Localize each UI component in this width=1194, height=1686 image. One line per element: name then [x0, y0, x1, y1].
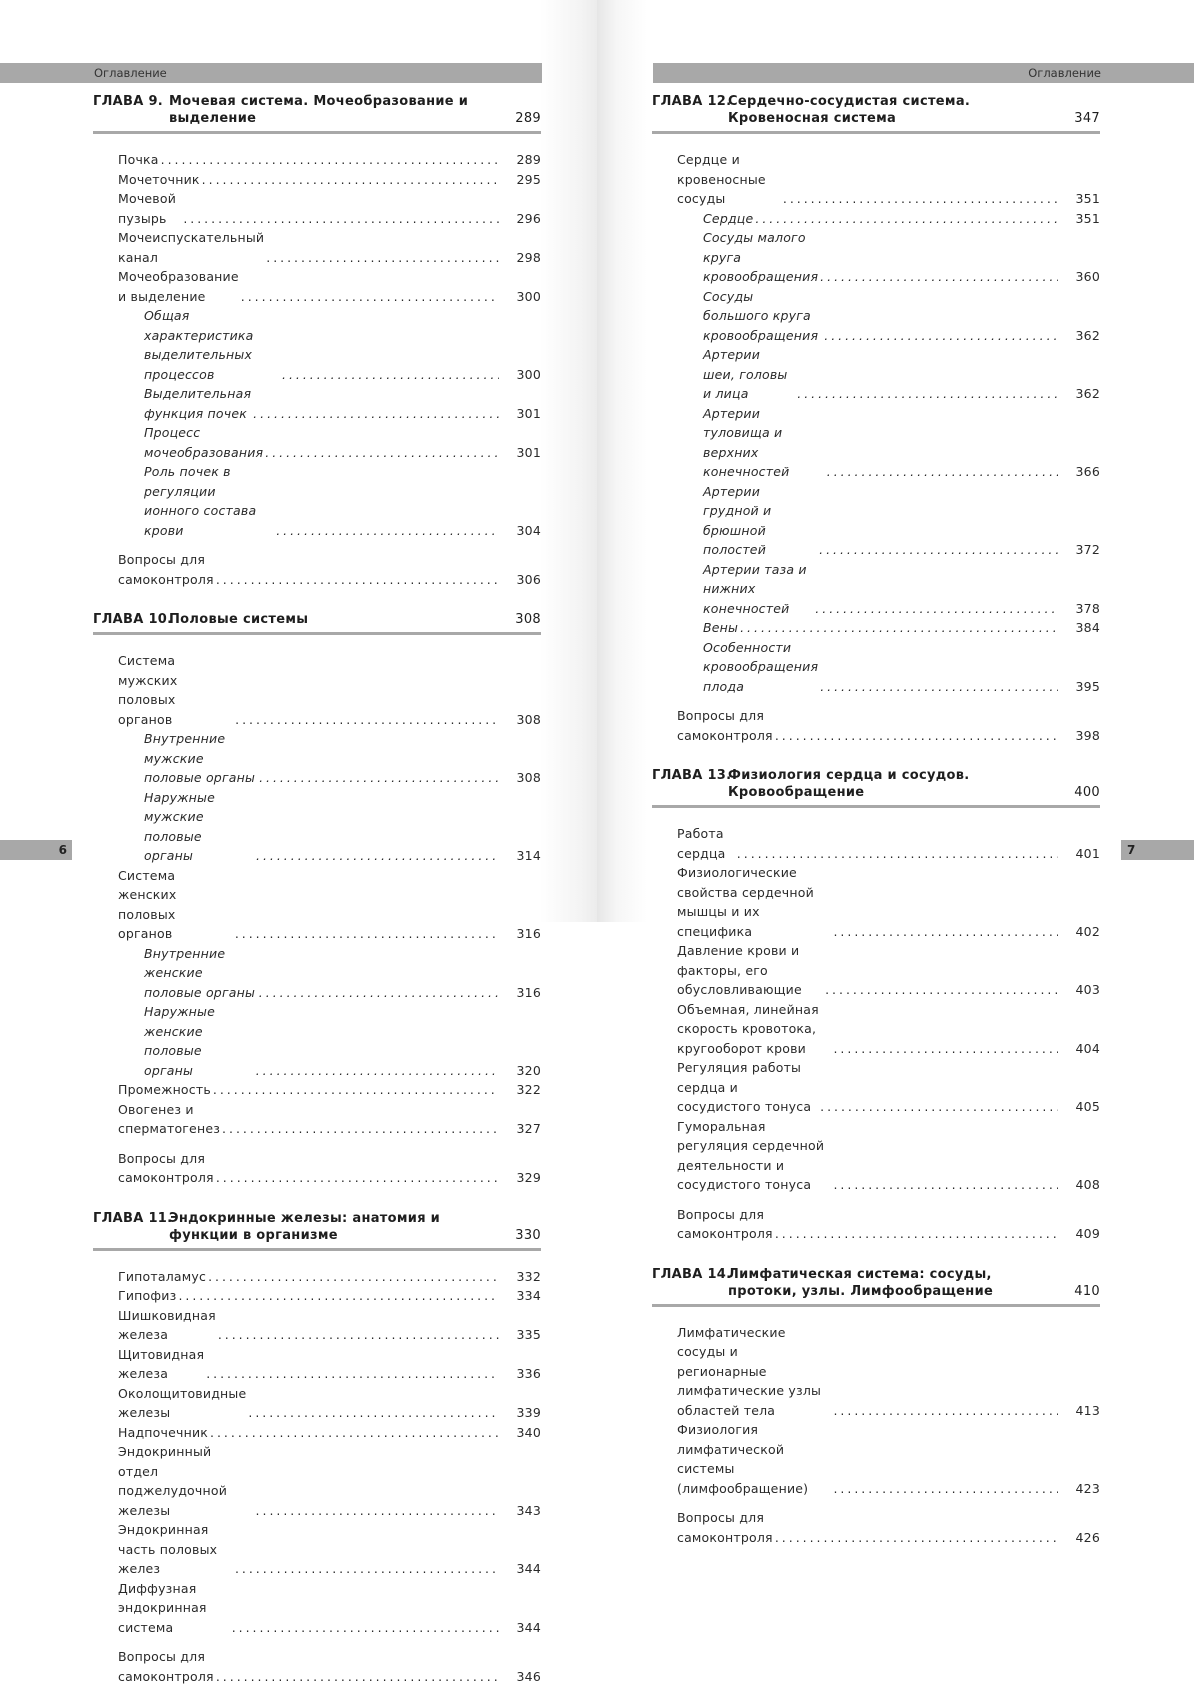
entry-page: 335	[517, 1325, 541, 1345]
entry-title: Эндокринная часть половых желез	[118, 1520, 235, 1579]
entry-title: Процесс мочеобразования	[144, 423, 265, 462]
entry-title: Объемная, линейная скорость кровотока, кругооборот крови	[677, 1000, 833, 1059]
leader-dots	[232, 1618, 499, 1638]
entry-title: Щитовидная железа	[118, 1345, 206, 1384]
entry-page: 322	[517, 1080, 541, 1100]
leader-dots	[833, 1175, 1058, 1195]
leader-dots	[161, 150, 499, 170]
entry-title: Лимфатические сосуды и регионарные лимфатические узлы областей тела	[677, 1323, 833, 1421]
entry-title: Шишковидная железа	[118, 1306, 218, 1345]
entry-page: 408	[1076, 1175, 1100, 1195]
chapter-title: Физиология сердца и сосудов. Кровообращение	[728, 767, 1048, 801]
chapter-heading[interactable]	[93, 1210, 541, 1251]
toc-entry[interactable]	[118, 1520, 541, 1579]
entry-title: Сосуды большого круга кровообращения	[703, 287, 824, 346]
chapter-label: ГЛАВА 10.	[93, 611, 172, 628]
toc-subentry[interactable]	[677, 228, 1100, 287]
entry-title: Вопросы для самоконтроля	[118, 1647, 216, 1686]
leader-dots	[775, 1528, 1058, 1548]
left-page	[0, 0, 597, 922]
entry-page: 413	[1076, 1401, 1100, 1421]
chapter-page: 308	[515, 611, 541, 628]
entry-page: 405	[1076, 1097, 1100, 1117]
entry-page: 308	[517, 710, 541, 730]
toc-entry[interactable]	[677, 1323, 1100, 1421]
entry-page: 360	[1076, 267, 1100, 287]
entry-page: 332	[517, 1267, 541, 1287]
entry-title: Гипофиз	[118, 1286, 178, 1306]
leader-dots	[820, 1097, 1058, 1117]
entry-page: 344	[517, 1618, 541, 1638]
entry-page: 343	[517, 1501, 541, 1521]
entry-page: 298	[517, 248, 541, 268]
toc-subentry[interactable]	[118, 306, 541, 384]
chapter-page: 347	[1074, 110, 1100, 127]
leader-dots	[815, 599, 1058, 619]
chapter-page: 400	[1074, 784, 1100, 801]
leader-dots	[737, 844, 1058, 864]
entry-title: Регуляция работы сердца и сосудистого тонуса	[677, 1058, 820, 1117]
leader-dots	[825, 980, 1058, 1000]
entry-page: 362	[1076, 384, 1100, 404]
entry-page: 346	[517, 1667, 541, 1686]
entry-title: Сердце и кровеносные сосуды	[677, 150, 783, 209]
entry-title: Особенности кровообращения плода	[703, 638, 820, 697]
chapter-title: Мочевая система. Мочеобразование и выделение	[169, 93, 489, 127]
entry-page: 395	[1076, 677, 1100, 697]
chapter-spacer	[652, 745, 1100, 767]
leader-dots	[216, 1667, 499, 1686]
leader-dots	[248, 1403, 499, 1423]
toc-entry[interactable]	[118, 1345, 541, 1384]
toc-subentry[interactable]	[118, 462, 541, 540]
leader-dots	[222, 1119, 499, 1139]
entry-title: Вопросы для самоконтроля	[118, 550, 216, 589]
running-head	[653, 63, 1194, 83]
entry-page: 289	[517, 150, 541, 170]
toc-entry[interactable]	[118, 150, 541, 170]
entry-title: Система мужских половых органов	[118, 651, 235, 729]
toc-subentry[interactable]	[118, 423, 541, 462]
toc-column	[93, 93, 541, 1686]
toc-questions[interactable]	[677, 1205, 1100, 1244]
toc-entry[interactable]	[677, 1420, 1100, 1498]
page-number-text: 7	[1121, 843, 1135, 857]
chapter-page: 330	[515, 1227, 541, 1244]
chapter-label: ГЛАВА 9.	[93, 93, 163, 110]
chapter-label: ГЛАВА 13.	[652, 767, 731, 784]
entry-title: Промежность	[118, 1080, 213, 1100]
toc-entry[interactable]	[677, 941, 1100, 1000]
entry-page: 402	[1076, 922, 1100, 942]
leader-dots	[276, 521, 499, 541]
toc-subentry[interactable]	[677, 618, 1100, 638]
entry-page: 366	[1076, 462, 1100, 482]
toc-entry[interactable]	[677, 824, 1100, 863]
right-page	[597, 0, 1194, 922]
running-head	[0, 63, 542, 83]
entry-title: Овогенез и сперматогенез	[118, 1100, 222, 1139]
toc-subentry[interactable]	[118, 788, 541, 866]
running-head-text: Оглавление	[1028, 63, 1101, 84]
chapter-title: Половые системы	[169, 611, 489, 628]
entry-title: Сердце	[703, 209, 755, 229]
leader-dots	[259, 768, 499, 788]
toc-questions[interactable]	[118, 1647, 541, 1686]
toc-subentry[interactable]	[677, 287, 1100, 346]
entry-page: 426	[1076, 1528, 1100, 1548]
toc-entry[interactable]	[677, 1117, 1100, 1195]
toc-subentry[interactable]	[677, 209, 1100, 229]
leader-dots	[833, 1039, 1058, 1059]
leader-dots	[824, 326, 1058, 346]
entry-title: Гуморальная регуляция сердечной деятельности и сосудистого тонуса	[677, 1117, 833, 1195]
entry-title: Вены	[703, 618, 740, 638]
chapter-title: Сердечно-сосудистая система. Кровеносная система	[728, 93, 1048, 127]
entry-page: 336	[517, 1364, 541, 1384]
entry-title: Почка	[118, 150, 161, 170]
leader-dots	[797, 384, 1058, 404]
page-number-text: 6	[59, 843, 72, 857]
entry-page: 300	[517, 365, 541, 385]
chapter-label: ГЛАВА 14.	[652, 1266, 731, 1283]
toc-subentry[interactable]	[118, 1002, 541, 1080]
chapter-heading[interactable]	[652, 1266, 1100, 1307]
chapter-heading[interactable]	[93, 93, 541, 134]
entry-page: 301	[517, 404, 541, 424]
leader-dots	[218, 1325, 499, 1345]
entry-page: 334	[517, 1286, 541, 1306]
page-number	[1121, 840, 1194, 860]
toc-entry[interactable]	[118, 1306, 541, 1345]
entry-title: Мочеиспускательный канал	[118, 228, 266, 267]
leader-dots	[819, 540, 1058, 560]
entry-title: Роль почек в регуляции ионного состава крови	[144, 462, 276, 540]
leader-dots	[740, 618, 1058, 638]
toc-entry[interactable]	[118, 1442, 541, 1520]
entry-page: 340	[517, 1423, 541, 1443]
leader-dots	[259, 983, 499, 1003]
toc-entries	[93, 635, 541, 1188]
toc-entry[interactable]	[118, 651, 541, 729]
toc-entry[interactable]	[118, 228, 541, 267]
entry-title: Вопросы для самоконтроля	[677, 706, 775, 745]
chapter-spacer	[93, 1188, 541, 1210]
leader-dots	[241, 287, 499, 307]
entry-page: 301	[517, 443, 541, 463]
entry-page: 327	[517, 1119, 541, 1139]
entry-title: Система женских половых органов	[118, 866, 235, 944]
toc-subentry[interactable]	[677, 345, 1100, 404]
entry-title: Внутренние женские половые органы	[144, 944, 259, 1003]
entry-title: Артерии шеи, головы и лица	[703, 345, 797, 404]
entry-title: Мочеточник	[118, 170, 202, 190]
entry-title: Артерии грудной и брюшной полостей	[703, 482, 819, 560]
entry-title: Мочеобразование и выделение	[118, 267, 241, 306]
entry-page: 398	[1076, 726, 1100, 746]
entry-title: Надпочечник	[118, 1423, 210, 1443]
toc-subentry[interactable]	[677, 560, 1100, 619]
leader-dots	[256, 846, 499, 866]
entry-page: 306	[517, 570, 541, 590]
toc-questions[interactable]	[118, 1149, 541, 1188]
entry-page: 362	[1076, 326, 1100, 346]
entry-page: 296	[517, 209, 541, 229]
toc-subentry[interactable]	[118, 944, 541, 1003]
entry-page: 314	[517, 846, 541, 866]
leader-dots	[253, 404, 499, 424]
toc-entry[interactable]	[118, 1384, 541, 1423]
toc-subentry[interactable]	[677, 404, 1100, 482]
chapter-page: 289	[515, 110, 541, 127]
page-number	[0, 840, 72, 860]
entry-page: 409	[1076, 1224, 1100, 1244]
leader-dots	[178, 1286, 499, 1306]
leader-dots	[820, 677, 1058, 697]
entry-page: 339	[517, 1403, 541, 1423]
leader-dots	[775, 726, 1058, 746]
toc-entries	[93, 134, 541, 589]
entry-page: 403	[1076, 980, 1100, 1000]
entry-page: 320	[517, 1061, 541, 1081]
leader-dots	[202, 170, 499, 190]
toc-entry[interactable]	[118, 189, 541, 228]
entry-title: Артерии таза и нижних конечностей	[703, 560, 815, 619]
entry-title: Мочевой пузырь	[118, 189, 183, 228]
leader-dots	[256, 1061, 499, 1081]
entry-page: 316	[517, 924, 541, 944]
entry-page: 378	[1076, 599, 1100, 619]
toc-column	[652, 93, 1100, 1547]
chapter-heading[interactable]	[652, 93, 1100, 134]
entry-title: Эндокринный отдел поджелудочной железы	[118, 1442, 256, 1520]
leader-dots	[827, 462, 1058, 482]
toc-entry[interactable]	[677, 1000, 1100, 1059]
entry-page: 401	[1076, 844, 1100, 864]
toc-entry[interactable]	[118, 267, 541, 306]
leader-dots	[256, 1501, 499, 1521]
entry-title: Артерии туловища и верхних конечностей	[703, 404, 827, 482]
leader-dots	[833, 922, 1058, 942]
leader-dots	[833, 1479, 1058, 1499]
leader-dots	[235, 710, 499, 730]
toc-entries	[652, 134, 1100, 745]
toc-entry[interactable]	[118, 1579, 541, 1638]
leader-dots	[820, 267, 1058, 287]
leader-dots	[206, 1364, 499, 1384]
chapter-page: 410	[1074, 1283, 1100, 1300]
toc-questions[interactable]	[118, 550, 541, 589]
entry-page: 304	[517, 521, 541, 541]
chapter-title: Лимфатическая система: сосуды, протоки, узлы. Лимфообращение	[728, 1266, 1048, 1300]
leader-dots	[213, 1080, 499, 1100]
entry-page: 384	[1076, 618, 1100, 638]
leader-dots	[216, 1168, 499, 1188]
entry-title: Наружные мужские половые органы	[144, 788, 256, 866]
entry-page: 372	[1076, 540, 1100, 560]
leader-dots	[208, 1267, 499, 1287]
chapter-label: ГЛАВА 12.	[652, 93, 731, 110]
toc-subentry[interactable]	[118, 729, 541, 788]
entry-title: Физиология лимфатической системы (лимфообращение)	[677, 1420, 833, 1498]
leader-dots	[265, 443, 499, 463]
leader-dots	[282, 365, 499, 385]
entry-page: 329	[517, 1168, 541, 1188]
entry-page: 351	[1076, 189, 1100, 209]
toc-entry[interactable]	[118, 1080, 541, 1100]
entry-title: Наружные женские половые органы	[144, 1002, 256, 1080]
entry-page: 344	[517, 1559, 541, 1579]
leader-dots	[775, 1224, 1058, 1244]
entry-page: 316	[517, 983, 541, 1003]
leader-dots	[235, 924, 499, 944]
entry-title: Работа сердца	[677, 824, 737, 863]
toc-entries	[652, 808, 1100, 1244]
entry-page: 404	[1076, 1039, 1100, 1059]
entry-title: Вопросы для самоконтроля	[677, 1205, 775, 1244]
leader-dots	[235, 1559, 499, 1579]
entry-title: Вопросы для самоконтроля	[677, 1508, 775, 1547]
chapter-spacer	[93, 589, 541, 611]
leader-dots	[783, 189, 1058, 209]
leader-dots	[210, 1423, 499, 1443]
toc-subentry[interactable]	[118, 384, 541, 423]
toc-subentry[interactable]	[677, 482, 1100, 560]
leader-dots	[266, 248, 499, 268]
entry-title: Гипоталамус	[118, 1267, 208, 1287]
leader-dots	[183, 209, 499, 229]
toc-entry[interactable]	[677, 150, 1100, 209]
entry-title: Сосуды малого круга кровообращения	[703, 228, 820, 287]
entry-title: Общая характеристика выделительных процессов	[144, 306, 282, 384]
entry-title: Вопросы для самоконтроля	[118, 1149, 216, 1188]
entry-page: 300	[517, 287, 541, 307]
chapter-heading[interactable]	[652, 767, 1100, 808]
entry-page: 351	[1076, 209, 1100, 229]
toc-entry[interactable]	[118, 1423, 541, 1443]
chapter-heading[interactable]	[93, 611, 541, 635]
toc-subentry[interactable]	[677, 638, 1100, 697]
entry-page: 295	[517, 170, 541, 190]
toc-entry[interactable]	[118, 1100, 541, 1139]
entry-page: 423	[1076, 1479, 1100, 1499]
entry-title: Физиологические свойства сердечной мышцы и их специфика	[677, 863, 833, 941]
entry-page: 308	[517, 768, 541, 788]
chapter-label: ГЛАВА 11.	[93, 1210, 172, 1227]
toc-questions[interactable]	[677, 706, 1100, 745]
toc-entry[interactable]	[118, 866, 541, 944]
toc-entries	[93, 1251, 541, 1686]
leader-dots	[755, 209, 1058, 229]
entry-title: Околощитовидные железы	[118, 1384, 248, 1423]
toc-entry[interactable]	[118, 1286, 541, 1306]
chapter-spacer	[652, 1244, 1100, 1266]
entry-title: Давление крови и факторы, его обусловливающие	[677, 941, 825, 1000]
entry-title: Выделительная функция почек	[144, 384, 253, 423]
running-head-text: Оглавление	[94, 63, 167, 84]
toc-entries	[652, 1307, 1100, 1548]
toc-entry[interactable]	[118, 170, 541, 190]
chapter-title: Эндокринные железы: анатомия и функции в организме	[169, 1210, 489, 1244]
toc-entry[interactable]	[677, 863, 1100, 941]
toc-questions[interactable]	[677, 1508, 1100, 1547]
leader-dots	[216, 570, 499, 590]
entry-title: Диффузная эндокринная система	[118, 1579, 232, 1638]
toc-entry[interactable]	[118, 1267, 541, 1287]
leader-dots	[833, 1401, 1058, 1421]
entry-title: Внутренние мужские половые органы	[144, 729, 259, 788]
toc-entry[interactable]	[677, 1058, 1100, 1117]
